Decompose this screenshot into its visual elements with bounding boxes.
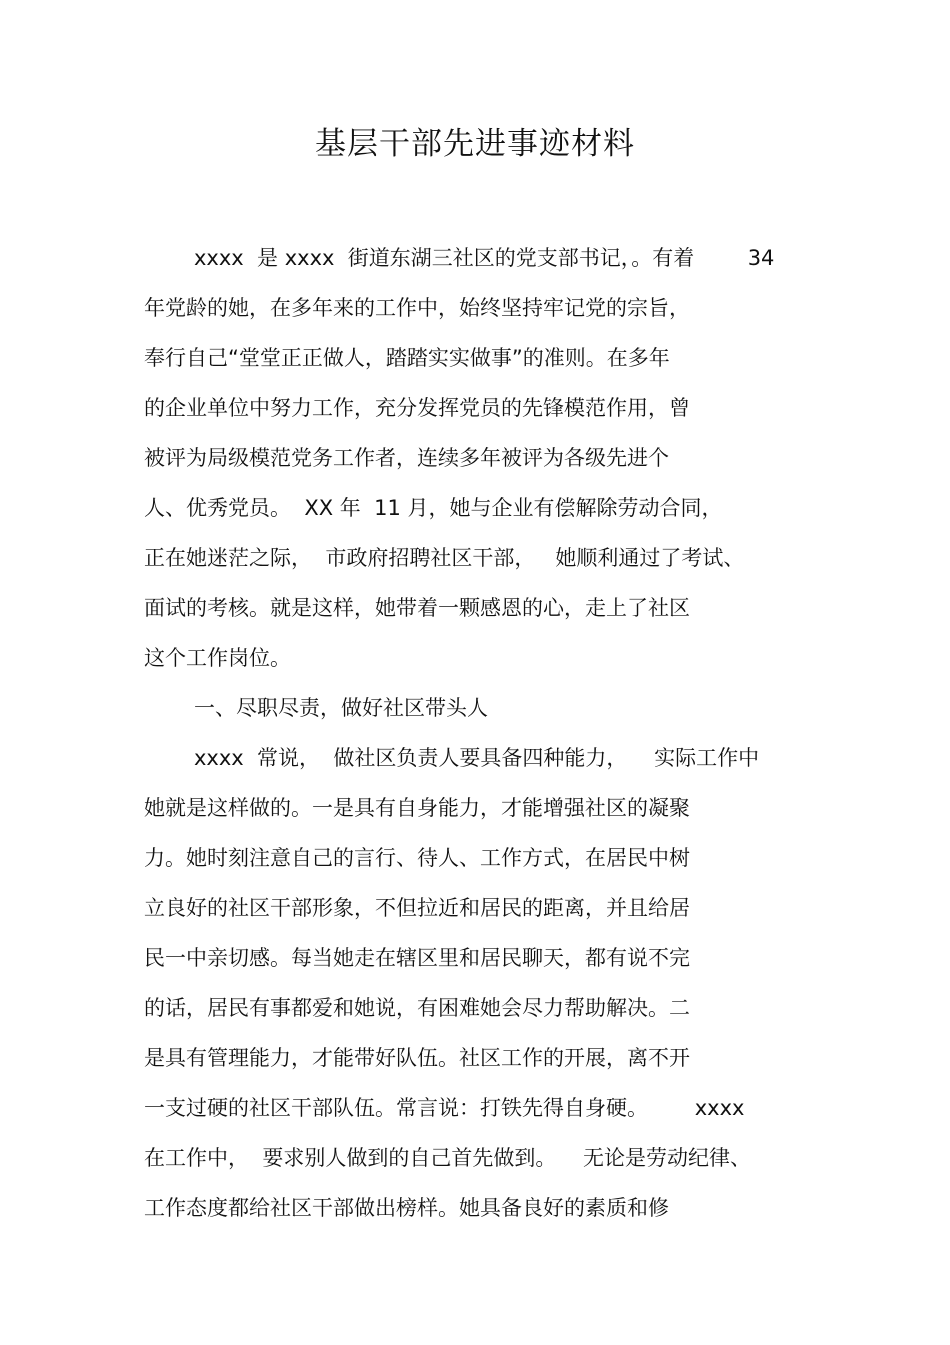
paragraph-line: 工作态度都给社区干部做出榜样。她具备良好的素质和修 — [144, 1196, 669, 1220]
paragraph-line: 面试的考核。就是这样，她带着一颗感恩的心，走上了社区 — [144, 596, 690, 620]
paragraph-line: 力。她时刻注意自己的言行、待人、工作方式，在居民中树 — [144, 846, 690, 870]
paragraph-line: 的企业单位中努力工作，充分发挥党员的先锋模范作用，曾 — [144, 396, 690, 420]
paragraph-line: 人、优秀党员。 XX 年 11 月，她与企业有偿解除劳动合同， — [144, 496, 723, 520]
paragraph-line: 的话，居民有事都爱和她说，有困难她会尽力帮助解决。二 — [144, 996, 690, 1020]
paragraph-line: 这个工作岗位。 — [144, 646, 291, 670]
paragraph-line: 民一中亲切感。每当她走在辖区里和居民聊天，都有说不完 — [144, 946, 690, 970]
paragraph-line: 是具有管理能力，才能带好队伍。社区工作的开展，离不开 — [144, 1046, 690, 1070]
paragraph-line: 被评为局级模范党务工作者，连续多年被评为各级先进个 — [144, 446, 669, 470]
paragraph-line: 正在她迷茫之际， 市政府招聘社区干部， 她顺利通过了考试、 — [144, 546, 745, 570]
paragraph-line: xxxx 是 xxxx 街道东湖三社区的党支部书记，。有着 34 — [194, 246, 775, 270]
paragraph-line: 她就是这样做的。一是具有自身能力，才能增强社区的凝聚 — [144, 796, 690, 820]
paragraph-line: xxxx 常说， 做社区负责人要具备四种能力， 实际工作中 — [194, 746, 760, 770]
paragraph-line: 奉行自己“堂堂正正做人，踏踏实实做事”的准则。在多年 — [144, 346, 670, 370]
paragraph-line: 在工作中， 要求别人做到的自己首先做到。 无论是劳动纪律、 — [144, 1146, 752, 1170]
paragraph-line: 立良好的社区干部形象，不但拉近和居民的距离，并且给居 — [144, 896, 690, 920]
paragraph-line: 年党龄的她，在多年来的工作中，始终坚持牢记党的宗旨， — [144, 296, 690, 320]
paragraph-line: 一支过硬的社区干部队伍。常言说：打铁先得自身硬。 xxxx — [144, 1096, 745, 1120]
document-title: 基层干部先进事迹材料 — [315, 126, 635, 162]
section-heading: 一、尽职尽责，做好社区带头人 — [194, 696, 488, 720]
